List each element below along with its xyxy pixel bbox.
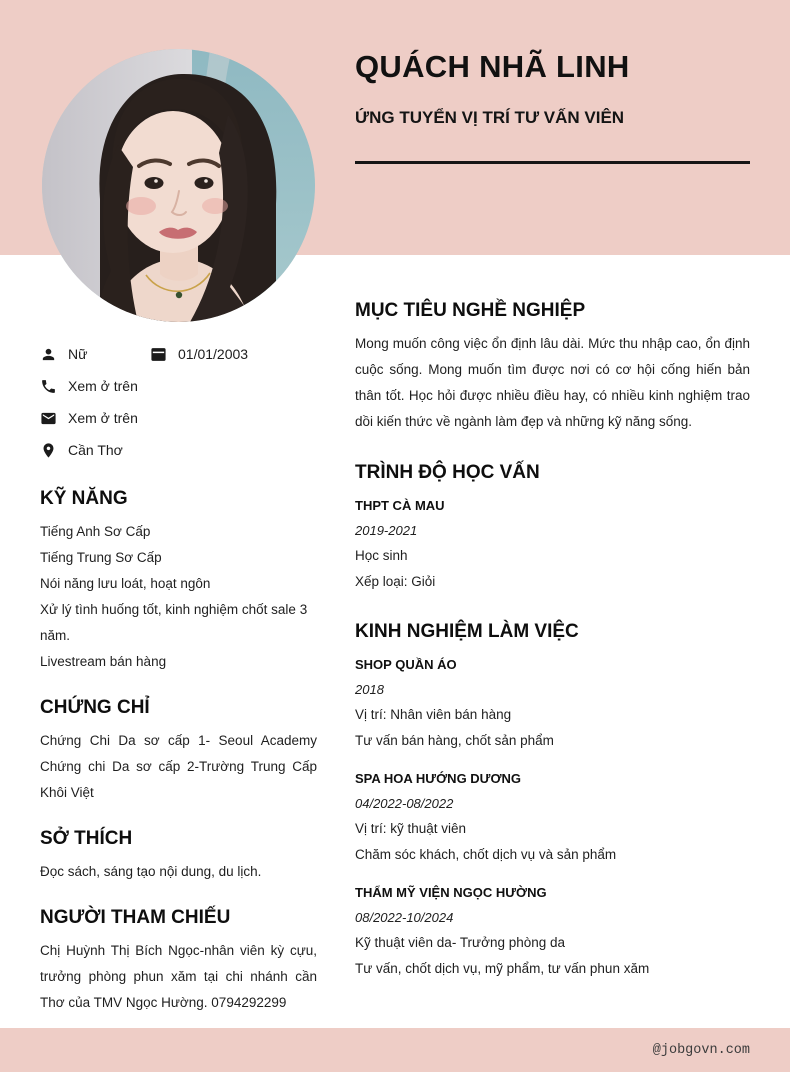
- company-name: THẨM MỸ VIỆN NGỌC HƯỜNG: [355, 885, 547, 900]
- references-text: Chị Huỳnh Thị Bích Ngọc-nhân viên kỳ cựu, trưởng phòng phun xăm tại chi nhánh cần Thơ của TMV Ngọc Hường. 0794292299: [40, 943, 317, 1010]
- info-row-phone: [40, 370, 317, 402]
- education-period: 2019-2021: [355, 523, 418, 538]
- applied-position: ỨNG TUYỂN VỊ TRÍ TƯ VẤN VIÊN: [355, 108, 625, 127]
- header-divider: [355, 161, 750, 164]
- skill-item: Livestream bán hàng: [40, 654, 167, 669]
- right-column: [355, 300, 750, 994]
- experience-section-title: KINH NGHIỆM LÀM VIỆC: [355, 621, 579, 642]
- email-icon: [40, 410, 57, 427]
- certificates-section-title: CHỨNG CHỈ: [40, 697, 150, 718]
- experience-entry: [355, 880, 750, 981]
- left-column: [40, 338, 317, 1016]
- gender-value: Nữ: [68, 346, 88, 362]
- profile-photo: [42, 49, 315, 322]
- phone-field: [40, 378, 138, 395]
- skill-item: Tiếng Trung Sơ Cấp: [40, 550, 162, 565]
- birthday-field: [150, 346, 248, 363]
- gender-field: [40, 346, 150, 363]
- experience-entry: [355, 652, 750, 753]
- person-icon: [40, 346, 57, 363]
- address-value: Cần Thơ: [68, 442, 123, 458]
- experience-detail: Tư vấn, chốt dịch vụ, mỹ phẩm, tư vấn phun xăm: [355, 960, 650, 976]
- info-row-address: [40, 434, 317, 466]
- education-section-title: TRÌNH ĐỘ HỌC VẤN: [355, 462, 540, 483]
- school-name: THPT CÀ MAU: [355, 498, 445, 513]
- skill-item: Xử lý tình huống tốt, kinh nghiệm chốt sale 3 năm.: [40, 602, 308, 643]
- phone-icon: [40, 378, 57, 395]
- references-section-title: NGƯỜI THAM CHIẾU: [40, 907, 231, 928]
- profile-photo-illustration: [42, 49, 315, 322]
- email-value: Xem ở trên: [68, 410, 138, 426]
- company-name: SHOP QUẦN ÁO: [355, 657, 457, 672]
- objective-text: Mong muốn công việc ổn định lâu dài. Mức thu nhập cao, ổn định cuộc sống. Mong muốn tìm được nơi có cơ hội cống hiến bản thân tốt. Học hỏi được nhiều điều hay, có nhiều kinh nghiệm trao dồi kiến thức về ngành làm đẹp và những kỹ năng sống.: [355, 336, 750, 429]
- experience-detail: Vị trí: kỹ thuật viên: [355, 821, 467, 836]
- experience-period: 2018: [355, 682, 384, 697]
- skills-section-title: KỸ NĂNG: [40, 488, 128, 509]
- site-handle: @jobgovn.com: [652, 1042, 750, 1058]
- experience-detail: Chăm sóc khách, chốt dịch vụ và sản phẩm: [355, 846, 617, 862]
- email-field: [40, 410, 138, 427]
- skill-item: Tiếng Anh Sơ Cấp: [40, 524, 151, 539]
- candidate-name: QUÁCH NHÃ LINH: [355, 49, 630, 84]
- certificates-text: Chứng Chi Da sơ cấp 1- Seoul Academy Chứng chi Da sơ cấp 2-Trường Trung Cấp Khôi Việt: [40, 733, 317, 800]
- experience-period: 04/2022-08/2022: [355, 796, 454, 811]
- experience-entry: [355, 766, 750, 867]
- address-field: [40, 442, 123, 459]
- info-row-gender-birthday: [40, 338, 317, 370]
- experience-detail: Kỹ thuật viên da- Trưởng phòng da: [355, 935, 566, 950]
- footer: [0, 1028, 790, 1072]
- objective-section-title: MỤC TIÊU NGHỀ NGHIỆP: [355, 300, 586, 321]
- location-pin-icon: [40, 442, 57, 459]
- phone-value: Xem ở trên: [68, 378, 138, 394]
- experience-detail: Vị trí: Nhân viên bán hàng: [355, 707, 512, 722]
- header: [355, 0, 750, 164]
- info-row-email: [40, 402, 317, 434]
- skills-list: [40, 519, 317, 675]
- experience-period: 08/2022-10/2024: [355, 910, 454, 925]
- birthday-value: 01/01/2003: [178, 346, 249, 362]
- company-name: SPA HOA HƯỚNG DƯƠNG: [355, 771, 522, 786]
- skill-item: Nói năng lưu loát, hoạt ngôn: [40, 576, 211, 591]
- education-detail: Xếp loại: Giỏi: [355, 573, 436, 589]
- education-entry: [355, 493, 750, 594]
- education-detail: Học sinh: [355, 548, 408, 563]
- experience-detail: Tư vấn bán hàng, chốt sản phẩm: [355, 732, 554, 748]
- hobbies-section-title: SỞ THÍCH: [40, 828, 133, 849]
- hobbies-text: Đọc sách, sáng tạo nội dung, du lịch.: [40, 864, 262, 879]
- calendar-icon: [150, 346, 167, 363]
